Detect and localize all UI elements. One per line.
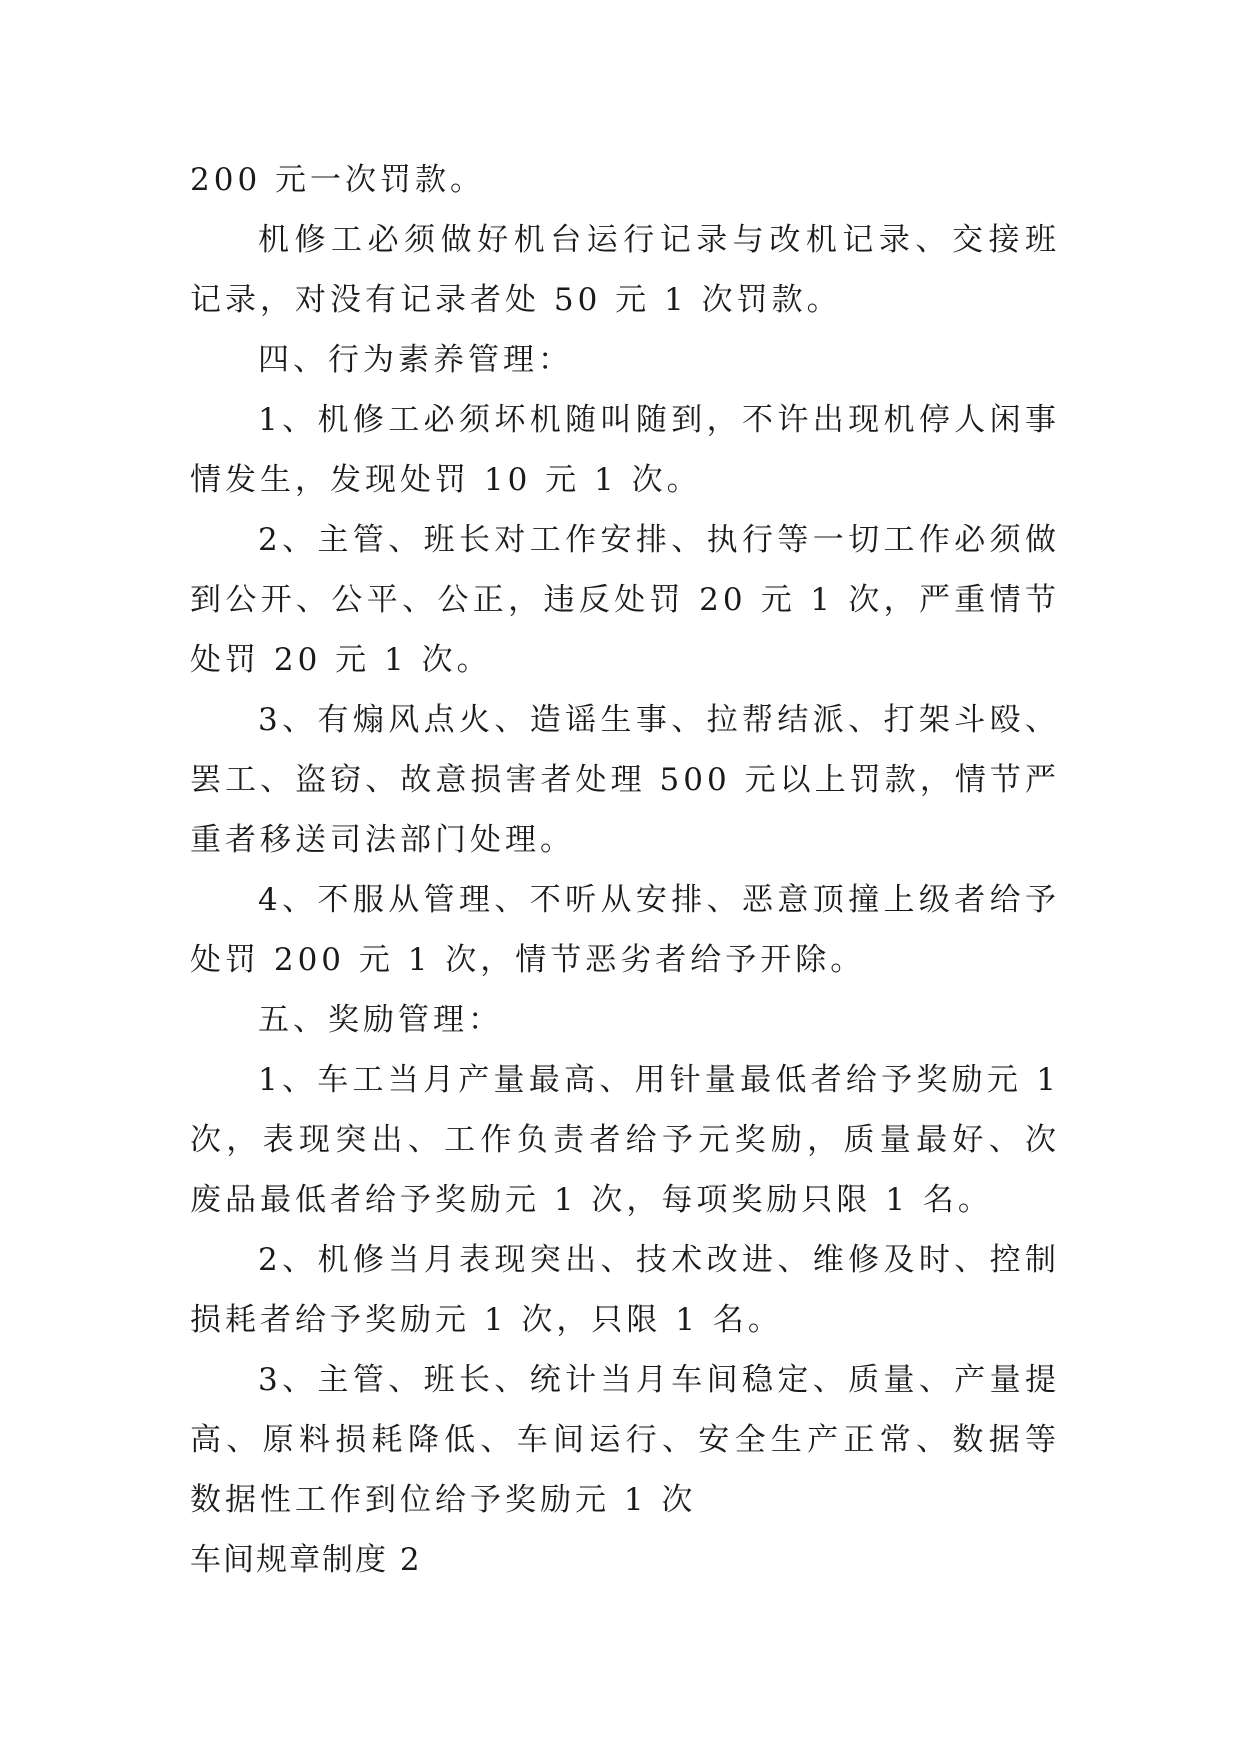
paragraph: 3、主管、班长、统计当月车间稳定、质量、产量提高、原料损耗降低、车间运行、安全生产正常、数据等数据性工作到位给予奖励元 1 次 <box>190 1362 1060 1518</box>
paragraph: 200 元一次罚款。 <box>190 162 486 198</box>
document-page <box>190 150 1060 1590</box>
section-heading: 五、奖励管理： <box>258 1002 503 1038</box>
section-heading: 四、行为素养管理： <box>258 342 573 378</box>
paragraph: 2、主管、班长对工作安排、执行等一切工作必须做到公开、公平、公正，违反处罚 20 元 1 次，严重情节处罚 20 元 1 次。 <box>190 522 1060 678</box>
section-title: 车间规章制度 2 <box>190 1542 422 1578</box>
paragraph: 机修工必须做好机台运行记录与改机记录、交接班记录，对没有记录者处 50 元 1 次罚款。 <box>190 222 1060 318</box>
paragraph: 1、机修工必须坏机随叫随到，不许出现机停人闲事情发生，发现处罚 10 元 1 次。 <box>190 402 1060 498</box>
paragraph: 2、机修当月表现突出、技术改进、维修及时、控制损耗者给予奖励元 1 次，只限 1 名。 <box>190 1242 1060 1338</box>
paragraph: 4、不服从管理、不听从安排、恶意顶撞上级者给予处罚 200 元 1 次，情节恶劣者给予开除。 <box>190 882 1060 978</box>
paragraph: 1、车工当月产量最高、用针量最低者给予奖励元 1 次，表现突出、工作负责者给予元奖励，质量最好、次废品最低者给予奖励元 1 次，每项奖励只限 1 名。 <box>190 1062 1060 1218</box>
paragraph: 3、有煽风点火、造谣生事、拉帮结派、打架斗殴、罢工、盗窃、故意损害者处理 500 元以上罚款，情节严重者移送司法部门处理。 <box>190 702 1060 858</box>
